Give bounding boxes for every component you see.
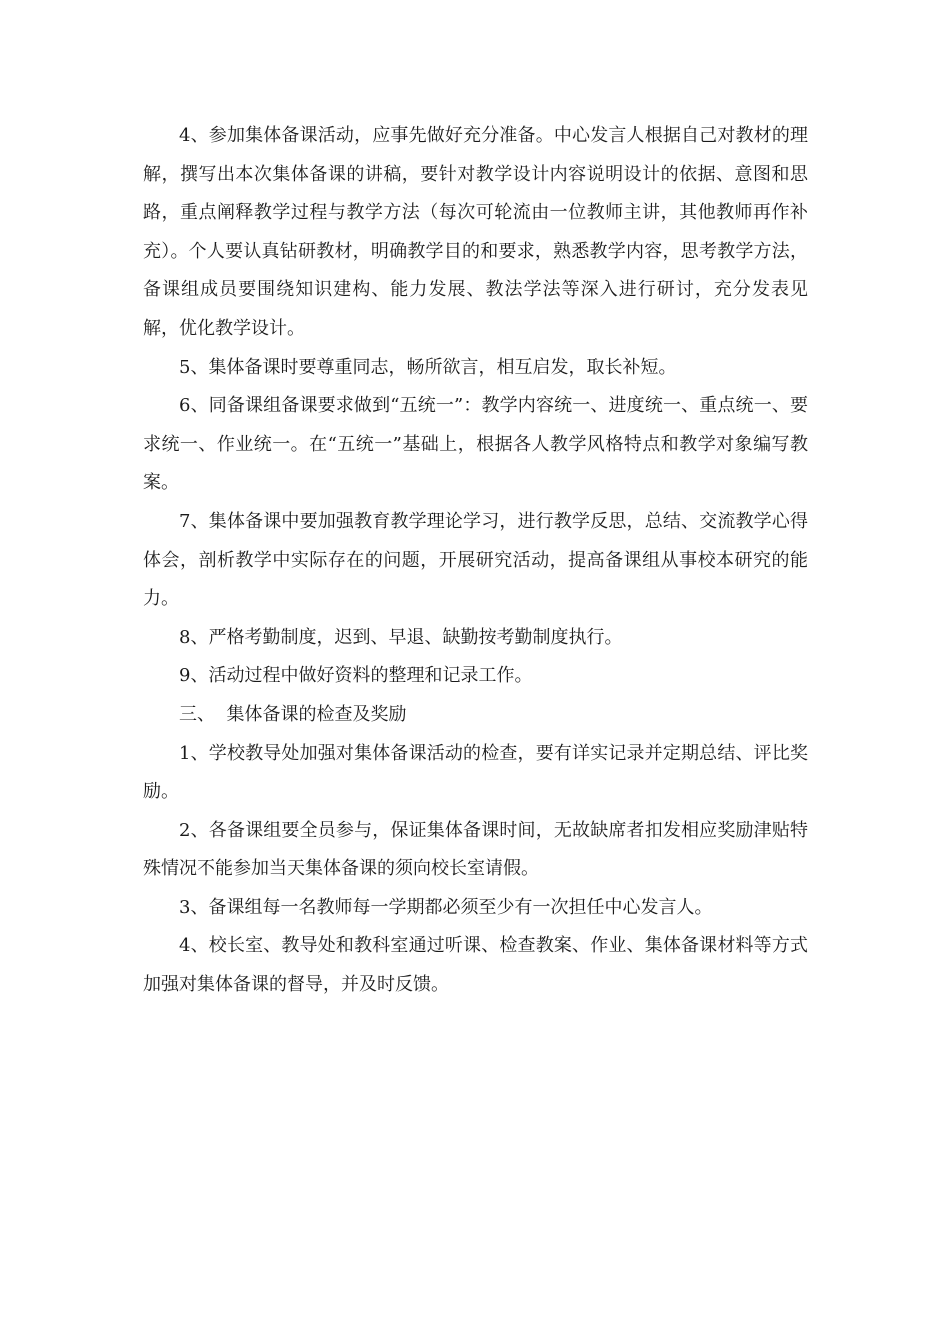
paragraph-item-4-preparation: 4、参加集体备课活动，应事先做好充分准备。中心发言人根据自己对教材的理解，撰写出本次集体备课的讲稿，要针对教学设计内容说明设计的依据、意图和思路，重点阐释教学过程与教学方法（每次可轮流由一位教师主讲，其他教师再作补充）。个人要认真钻研教材，明确教学目的和要求，熟悉教学内容，思考教学方法，备课组成员要围绕知识建构、能力发展、教法学法等深入进行研讨，充分发表见解，优化教学设计。 xyxy=(143,125,808,339)
paragraph-item-5-respect: 5、集体备课时要尊重同志，畅所欲言，相互启发，取长补短。 xyxy=(179,356,677,378)
paragraph-item-9-records: 9、活动过程中做好资料的整理和记录工作。 xyxy=(179,665,533,687)
paragraph-rule-2-participation: 2、各备课组要全员参与，保证集体备课时间，无故缺席者扣发相应奖励津贴特殊情况不能参加当天集体备课的须向校长室请假。 xyxy=(143,819,808,880)
paragraph-item-7-theory-study: 7、集体备课中要加强教育教学理论学习，进行教学反思，总结、交流教学心得体会，剖析教学中实际存在的问题，开展研究活动，提高备课组从事校本研究的能力。 xyxy=(143,510,808,610)
paragraph-item-6-five-unities: 6、同备课组备课要求做到“五统一”：教学内容统一、进度统一、重点统一、要求统一、作业统一。在“五统一”基础上，根据各人教学风格特点和教学对象编写教案。 xyxy=(143,395,808,494)
paragraph-item-8-attendance: 8、严格考勤制度，迟到、早退、缺勤按考勤制度执行。 xyxy=(179,626,623,648)
section-heading-inspection-rewards: 三、 集体备课的检查及奖励 xyxy=(179,703,407,725)
paragraph-rule-1-inspection: 1、学校教导处加强对集体备课活动的检查，要有详实记录并定期总结、评比奖励。 xyxy=(143,742,808,803)
paragraph-rule-3-speaker: 3、备课组每一名教师每一学期都必须至少有一次担任中心发言人。 xyxy=(179,896,713,918)
paragraph-rule-4-supervision: 4、校长室、教导处和教科室通过听课、检查教案、作业、集体备课材料等方式加强对集体备课的督导，并及时反馈。 xyxy=(143,935,808,996)
document-page xyxy=(143,117,808,1005)
